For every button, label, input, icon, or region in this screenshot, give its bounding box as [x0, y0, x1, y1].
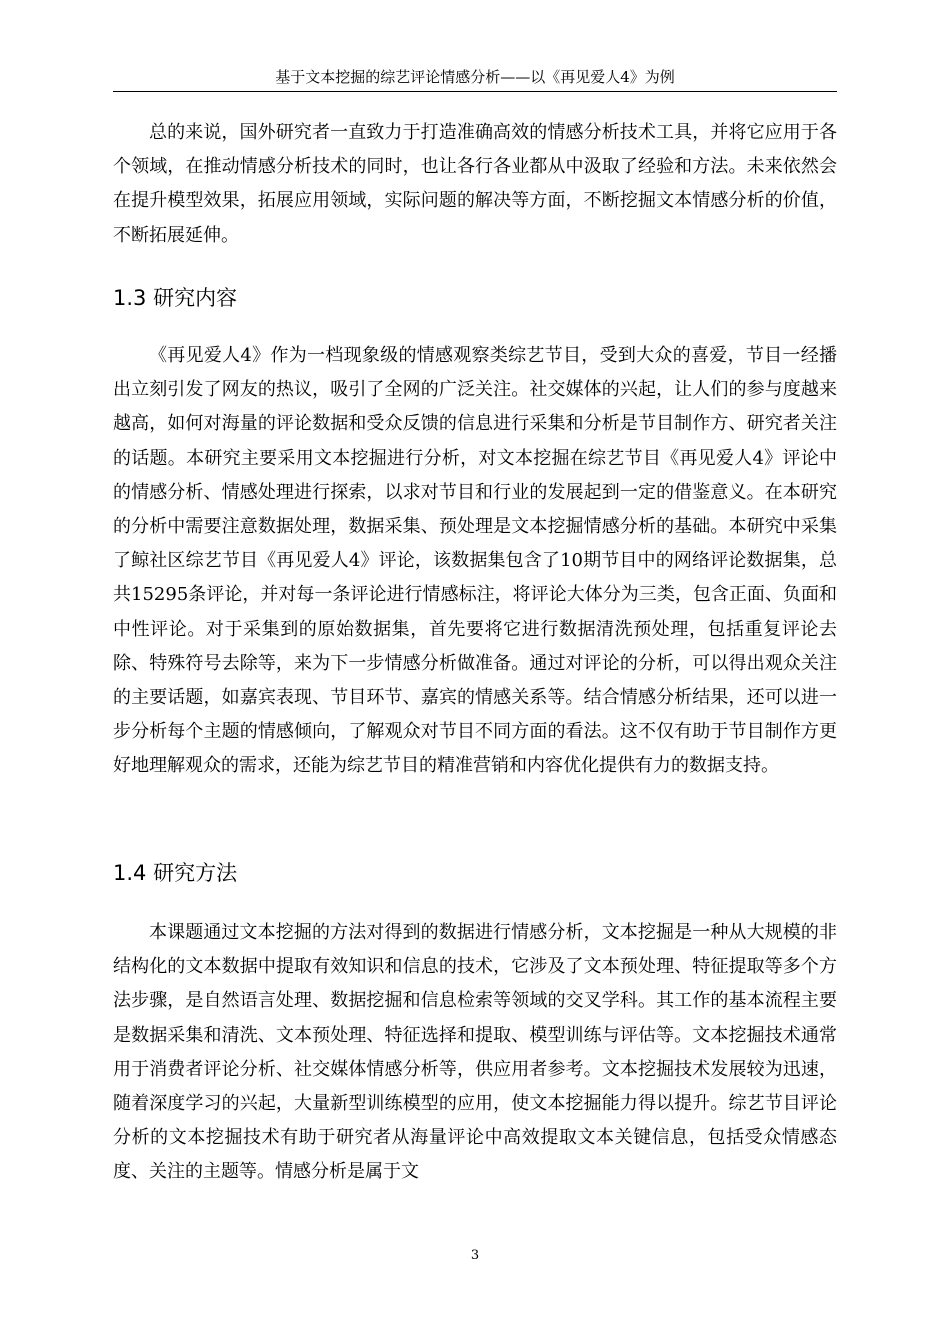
running-header-title: 基于文本挖掘的综艺评论情感分析——以《再见爱人4》为例 — [275, 68, 675, 86]
research-method-paragraph: 本课题通过文本挖掘的方法对得到的数据进行情感分析，文本挖掘是一种从大规模的非结构化的文本数据中提取有效知识和信息的技术，它涉及了文本预处理、特征提取等多个方法步骤，是自然语言处理、数据挖掘和信息检索等领域的交叉学科。其工作的基本流程主要是数据采集和清洗、文本预处理、特征选择和提取、模型训练与评估等。文本挖掘技术通常用于消费者评论分析、社交媒体情感分析等，供应用者参考。文本挖掘技术发展较为迅速，随着深度学习的兴起，大量新型训练模型的应用，使文本挖掘能力得以提升。综艺节目评论分析的文本挖掘技术有助于研究者从海量评论中高效提取文本关键信息，包括受众情感态度、关注的主题等。情感分析是属于文 — [113, 922, 837, 1183]
header-rule — [113, 91, 837, 92]
section-heading-research-content: 1.3 研究内容 — [113, 286, 238, 310]
page-number: 3 — [470, 1248, 480, 1263]
section-heading-research-method: 1.4 研究方法 — [113, 861, 238, 885]
intro-paragraph: 总的来说，国外研究者一直致力于打造准确高效的情感分析技术工具，并将它应用于各个领域，在推动情感分析技术的同时，也让各行各业都从中汲取了经验和方法。未来依然会在提升模型效果，拓展应用领域，实际问题的解决等方面，不断挖掘文本情感分析的价值，不断拓展延伸。 — [113, 122, 837, 246]
research-content-paragraph: 《再见爱人4》作为一档现象级的情感观察类综艺节目，受到大众的喜爱，节目一经播出立刻引发了网友的热议，吸引了全网的广泛关注。社交媒体的兴起，让人们的参与度越来越高，如何对海量的评论数据和受众反馈的信息进行采集和分析是节目制作方、研究者关注的话题。本研究主要采用文本挖掘进行分析，对文本挖掘在综艺节目《再见爱人4》评论中的情感分析、情感处理进行探索，以求对节目和行业的发展起到一定的借鉴意义。在本研究的分析中需要注意数据处理，数据采集、预处理是文本挖掘情感分析的基础。本研究中采集了鲸社区综艺节目《再见爱人4》评论，该数据集包含了10期节目中的网络评论数据集，总共15295条评论，并对每一条评论进行情感标注，将评论大体分为三类，包含正面、负面和中性评论。对于采集到的原始数据集，首先要将它进行数据清洗预处理，包括重复评论去除、特殊符号去除等，来为下一步情感分析做准备。通过对评论的分析，可以得出观众关注的主要话题，如嘉宾表现、节目环节、嘉宾的情感关系等。结合情感分析结果，还可以进一步分析每个主题的情感倾向，了解观众对节目不同方面的看法。这不仅有助于节目制作方更好地理解观众的需求，还能为综艺节目的精准营销和内容优化提供有力的数据支持。 — [113, 345, 837, 777]
